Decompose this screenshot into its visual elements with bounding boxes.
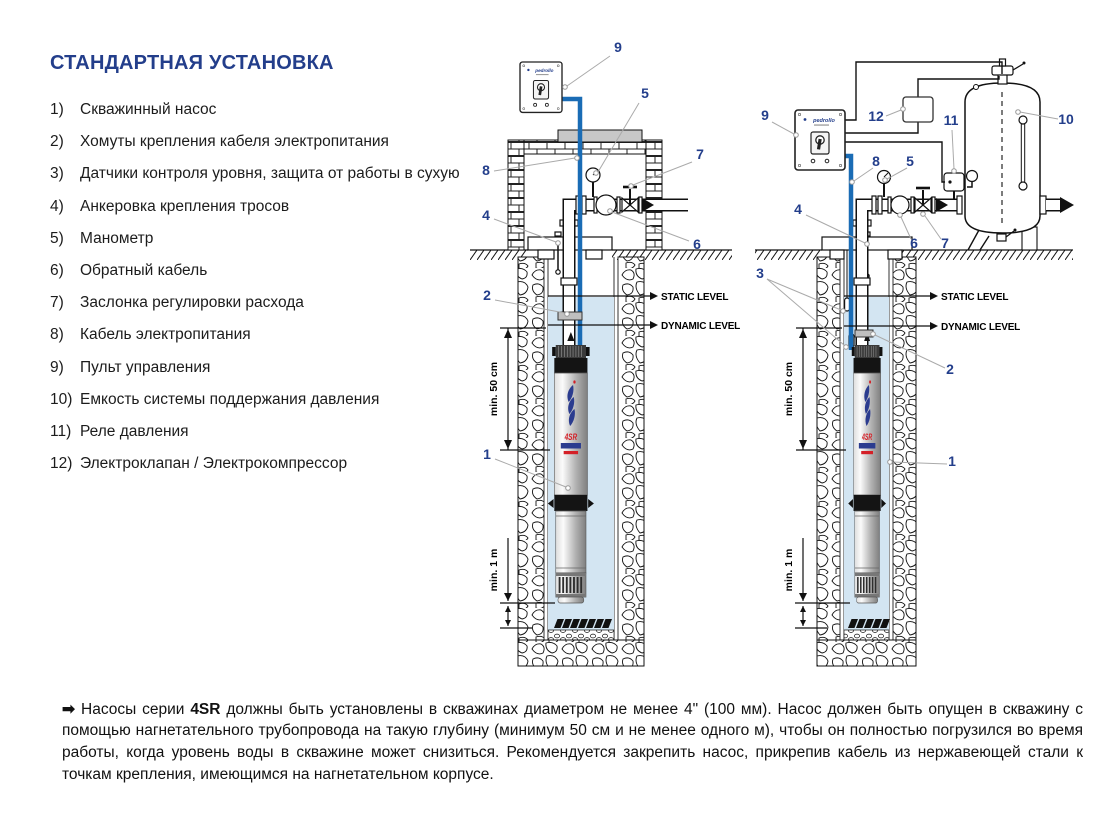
callout-8: 8 bbox=[482, 162, 490, 178]
item-number: 6) bbox=[50, 261, 64, 279]
callout-9: 9 bbox=[761, 107, 769, 123]
item-label: Обратный кабель bbox=[80, 261, 208, 279]
item-label: Скважинный насос bbox=[80, 101, 217, 118]
list-item bbox=[50, 423, 460, 455]
item-number: 5) bbox=[50, 229, 64, 247]
pressure-gauge-icon bbox=[878, 171, 891, 198]
list-item bbox=[50, 198, 460, 230]
item-label: Заслонка регулировки расхода bbox=[80, 294, 304, 312]
callout-6: 6 bbox=[910, 235, 918, 251]
list-item bbox=[50, 133, 460, 165]
item-label: Пульт управления bbox=[80, 358, 211, 376]
svg-text:min. 50 cm: min. 50 cm bbox=[488, 361, 500, 417]
flow-arrow-icon bbox=[1060, 197, 1074, 213]
callout-7: 7 bbox=[696, 146, 704, 162]
callout-4: 4 bbox=[794, 201, 802, 217]
note-arrow-icon: ➡ bbox=[62, 700, 75, 718]
callout-3: 3 bbox=[756, 265, 764, 281]
item-label: Манометр bbox=[80, 229, 154, 247]
item-number: 9) bbox=[50, 358, 64, 376]
cable-clamp-icon bbox=[558, 312, 582, 320]
diagram-borehole-installation bbox=[470, 39, 740, 666]
installation-diagrams: 4SR pedrollo STATIC LEVEL DYNAMIC LEVEL min. 50 cm min. 1 m 9 5 8 7 4 6 2 1 STATIC LEVEL DYNAMIC LEVEL min. 50 cm min. 1 m 9 12 11 10 8 5 4 6 7 3 2 1 bbox=[470, 30, 1097, 678]
tank-air-valve-icon bbox=[992, 59, 1026, 84]
callout-12: 12 bbox=[868, 108, 884, 124]
note-text-rest: должны быть установлены в скважинах диаметром не менее 4" (100 мм). Насос должен быть опущен в скважину с помощью нагнетательного трубопровода на такую глубину (минимум 50 см и не менее одного м), чтобы он полностью погрузился во время работы, когда уровень воды в скважине может снизиться. Рекомендуется закрепить насос, прикрепив кабель из нержавеющей стали к точкам крепления, имеющимся на нагнетательном корпусе. bbox=[62, 700, 1084, 783]
callout-9: 9 bbox=[614, 39, 622, 55]
chamber-lid bbox=[558, 130, 642, 142]
surface-piping bbox=[569, 168, 688, 242]
pressure-switch-icon bbox=[944, 173, 964, 199]
pressure-tank bbox=[965, 59, 1074, 250]
callout-2: 2 bbox=[946, 361, 954, 377]
ground-hatch bbox=[755, 250, 822, 260]
item-label: Емкость системы поддержания давления bbox=[80, 390, 380, 408]
callout-5: 5 bbox=[641, 85, 649, 101]
list-item bbox=[50, 359, 460, 391]
item-number: 4) bbox=[50, 197, 64, 215]
item-number: 3) bbox=[50, 165, 64, 183]
svg-text:DYNAMIC LEVEL: DYNAMIC LEVEL bbox=[941, 322, 1021, 333]
surface-piping bbox=[862, 171, 964, 243]
svg-text:STATIC LEVEL: STATIC LEVEL bbox=[941, 292, 1009, 303]
callout-11: 11 bbox=[943, 112, 959, 128]
list-item bbox=[50, 455, 460, 487]
list-item bbox=[50, 391, 460, 423]
ground-hatch bbox=[891, 250, 1073, 260]
callout-10: 10 bbox=[1058, 111, 1074, 127]
item-number: 1) bbox=[50, 101, 64, 118]
solenoid-valve-box-icon bbox=[903, 97, 933, 122]
callout-1: 1 bbox=[948, 453, 956, 469]
page-title: СТАНДАРТНАЯ УСТАНОВКА bbox=[50, 52, 334, 74]
callout-1: 1 bbox=[483, 446, 491, 462]
item-label: Хомуты крепления кабеля электропитания bbox=[80, 133, 389, 151]
item-label: Датчики контроля уровня, защита от работы в сухую bbox=[80, 165, 460, 183]
callout-2: 2 bbox=[483, 287, 491, 303]
item-number: 11) bbox=[50, 422, 72, 440]
item-label: Электроклапан / Электрокомпрессор bbox=[80, 455, 348, 473]
list-item bbox=[50, 262, 460, 294]
item-label: Анкеровка крепления тросов bbox=[80, 197, 290, 215]
callout-7: 7 bbox=[941, 235, 949, 251]
svg-text:min. 1 m: min. 1 m bbox=[783, 548, 795, 592]
item-number: 8) bbox=[50, 326, 64, 344]
svg-text:DYNAMIC LEVEL: DYNAMIC LEVEL bbox=[661, 321, 741, 332]
brick-chamber bbox=[508, 130, 662, 250]
note-series-name: 4SR bbox=[190, 700, 221, 718]
callout-6: 6 bbox=[693, 236, 701, 252]
callout-4: 4 bbox=[482, 207, 490, 223]
list-item bbox=[50, 294, 460, 326]
svg-text:STATIC LEVEL: STATIC LEVEL bbox=[661, 292, 729, 303]
installation-note bbox=[62, 699, 1083, 786]
item-number: 2) bbox=[50, 133, 64, 151]
item-label: Реле давления bbox=[80, 422, 189, 440]
check-valve-icon bbox=[891, 196, 909, 214]
item-number: 12) bbox=[50, 455, 73, 473]
parts-list bbox=[50, 101, 460, 487]
callout-5: 5 bbox=[906, 153, 914, 169]
diagram-pressure-system-installation bbox=[755, 59, 1074, 666]
note-text-intro: Насосы серии bbox=[81, 700, 191, 718]
item-label: Кабель электропитания bbox=[80, 326, 251, 344]
list-item bbox=[50, 326, 460, 358]
list-item bbox=[50, 101, 460, 133]
callout-8: 8 bbox=[872, 153, 880, 169]
item-number: 10) bbox=[50, 390, 73, 408]
list-item bbox=[50, 165, 460, 197]
svg-text:min. 50 cm: min. 50 cm bbox=[783, 361, 795, 417]
list-item bbox=[50, 230, 460, 262]
item-number: 7) bbox=[50, 294, 64, 312]
svg-text:min. 1 m: min. 1 m bbox=[488, 548, 500, 592]
